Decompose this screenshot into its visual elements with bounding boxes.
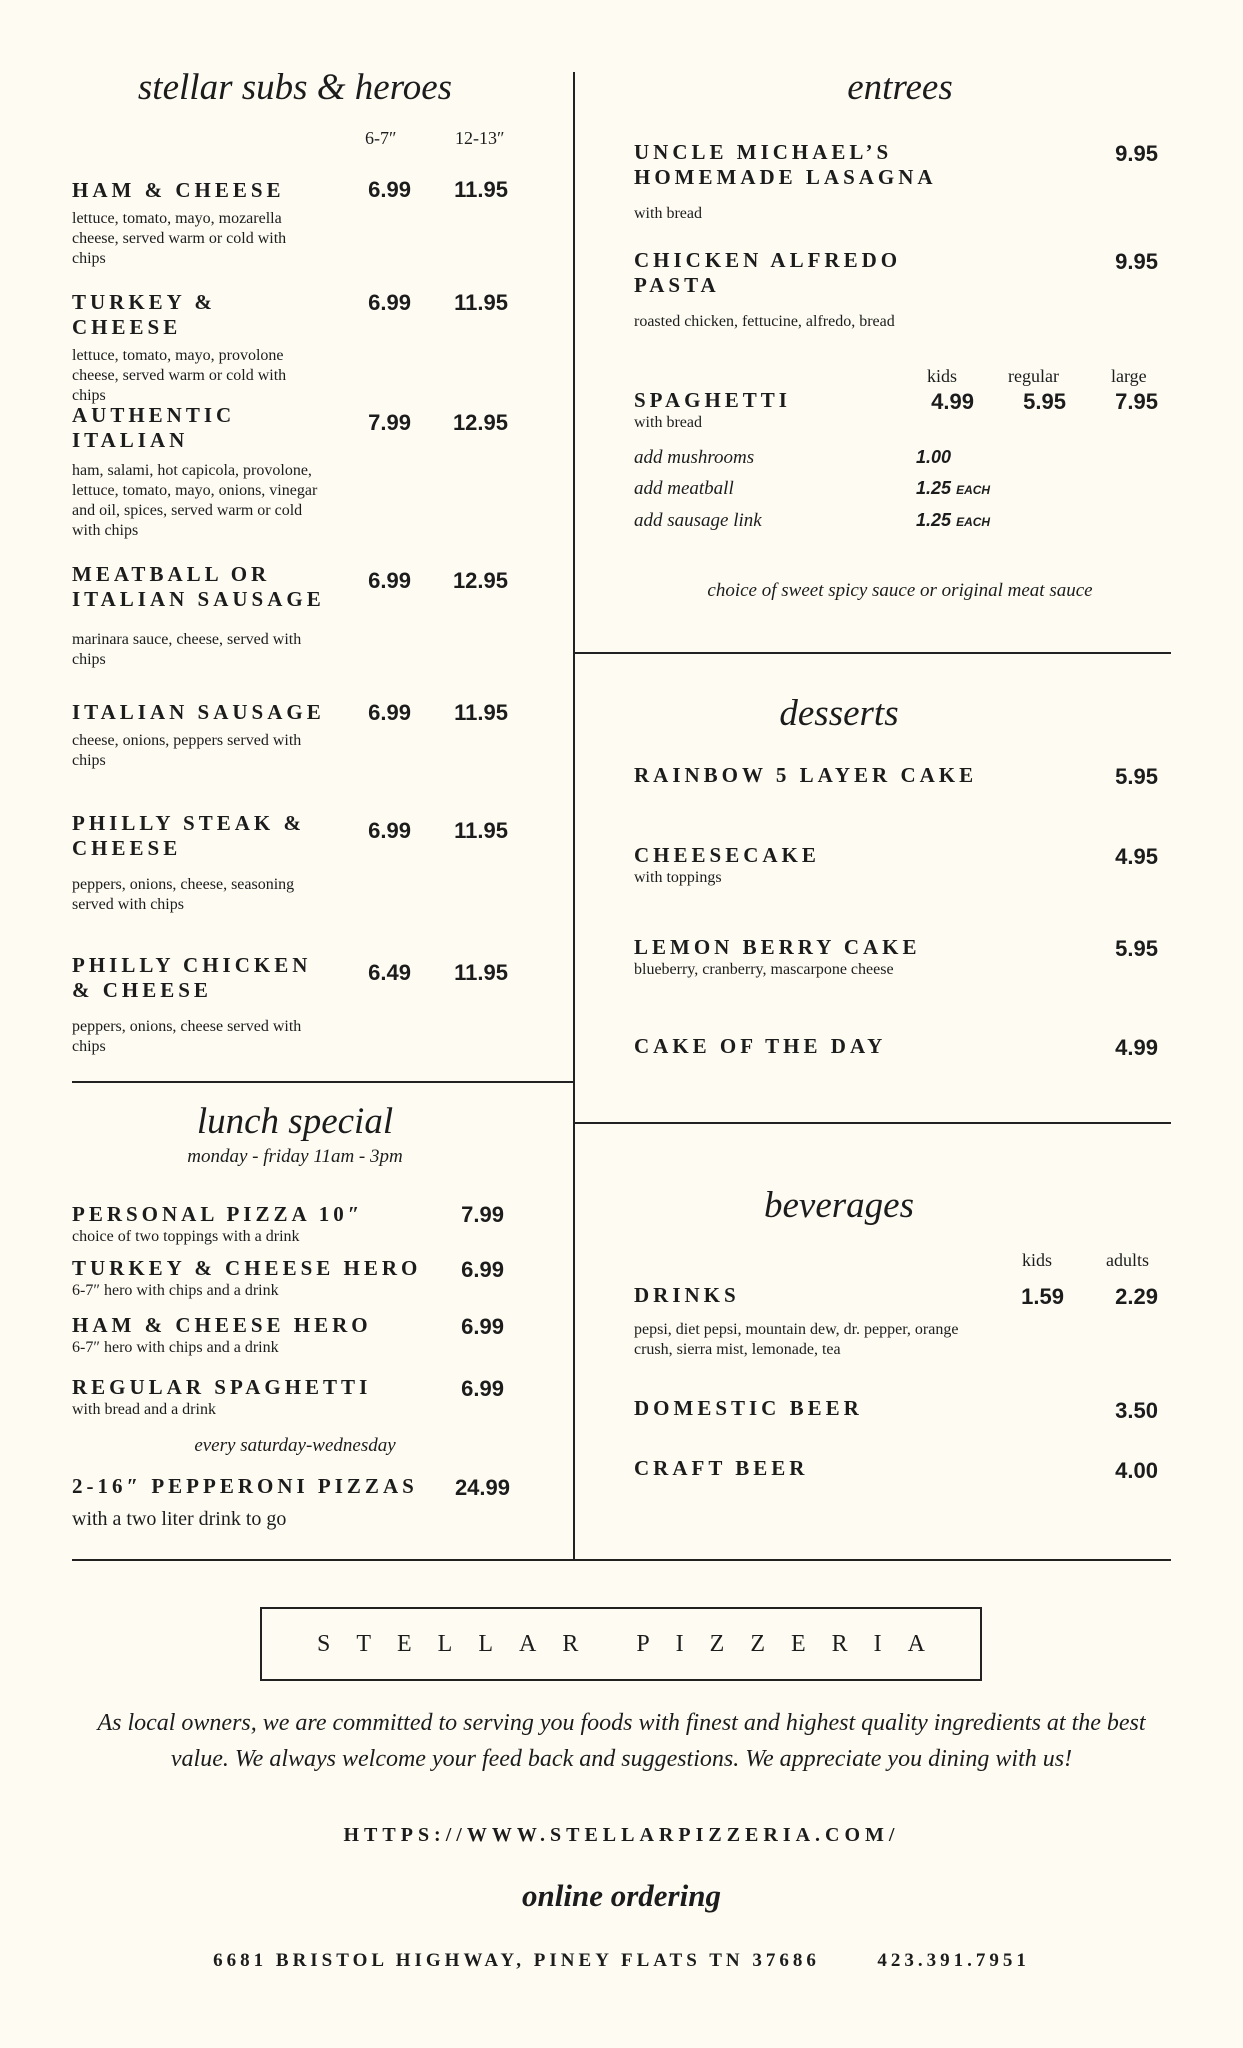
addon-label: add sausage link	[634, 510, 762, 531]
entree-item	[634, 140, 994, 224]
drinks-price-adults: 2.29	[1115, 1284, 1158, 1309]
beverage-item-name: DOMESTIC BEER	[634, 1396, 863, 1420]
sub-item-name: HAM & CHEESE	[72, 178, 285, 202]
subs-lunch-divider	[72, 1081, 574, 1083]
lunch-item-desc: with bread and a drink	[72, 1401, 216, 1418]
lunch-item-desc: 6-7″ hero with chips and a drink	[72, 1282, 279, 1299]
sub-item-desc: ham, salami, hot capicola, provolone, lettuce, tomato, mayo, onions, vinegar and oil, spices, served warm or cold with chips	[72, 462, 318, 539]
desserts-beverages-divider	[574, 1122, 1171, 1124]
vertical-divider	[573, 72, 575, 1560]
weekly-note: every saturday-wednesday	[194, 1435, 396, 1456]
dessert-item-name: CAKE OF THE DAY	[634, 1034, 887, 1058]
addon-unit: EACH	[956, 483, 991, 497]
sub-price-large: 12.95	[452, 410, 508, 435]
addon-price	[916, 478, 990, 499]
sub-item-name: TURKEY & CHEESE	[72, 290, 216, 339]
entree-item-name: UNCLE MICHAEL’S HOMEMADE LASAGNA	[634, 140, 937, 189]
owner-message: As local owners, we are committed to serving you foods with finest and highest quality ingredients at the best value. We always welcome your feed back and suggestions. We appreciate you dining with us!	[97, 1710, 1146, 1772]
desserts-heading: desserts	[779, 693, 899, 734]
entree-item-price: 9.95	[1115, 249, 1158, 274]
brand-box	[260, 1607, 982, 1681]
entree-item-desc: roasted chicken, fettucine, alfredo, bread	[634, 313, 895, 330]
lunch-item-desc: 6-7″ hero with chips and a drink	[72, 1339, 279, 1356]
brand-name: STELLAR PIZZERIA	[317, 1630, 951, 1657]
entree-item-desc: with bread	[634, 205, 702, 222]
pizza-special	[72, 1474, 492, 1531]
sub-price-large: 11.95	[454, 700, 508, 725]
spaghetti-col-regular: regular	[1008, 366, 1059, 386]
sub-price-small: 6.99	[368, 700, 411, 725]
drinks-item	[634, 1283, 974, 1360]
dessert-item-name: RAINBOW 5 LAYER CAKE	[634, 763, 978, 787]
size-large-header: 12-13″	[455, 128, 505, 148]
lunch-item-price: 6.99	[461, 1257, 504, 1282]
online-ordering-link[interactable]: online ordering	[522, 1878, 721, 1913]
dessert-item-price: 5.95	[1115, 936, 1158, 961]
spaghetti-name: SPAGHETTI	[634, 388, 791, 412]
entree-item	[634, 248, 994, 332]
lunch-item	[72, 1375, 492, 1420]
dessert-item	[634, 935, 1034, 980]
sub-price-large: 11.95	[454, 960, 508, 985]
bottom-divider	[72, 1559, 1171, 1561]
pizza-special-desc: with a two liter drink to go	[72, 1508, 287, 1530]
addon-price-value: 1.25	[916, 478, 952, 498]
sub-item-name: MEATBALL OR ITALIAN SAUSAGE	[72, 562, 325, 611]
lunch-item-name: REGULAR SPAGHETTI	[72, 1375, 372, 1399]
addon-unit: EACH	[956, 515, 991, 529]
sub-price-large: 11.95	[454, 290, 508, 315]
lunch-hours: monday - friday 11am - 3pm	[187, 1146, 403, 1167]
beverage-item-name: CRAFT BEER	[634, 1456, 809, 1480]
spaghetti-col-large: large	[1111, 366, 1147, 386]
dessert-item-desc: with toppings	[634, 869, 722, 886]
lunch-item-price: 6.99	[461, 1376, 504, 1401]
spaghetti-col-kids: kids	[927, 366, 958, 386]
size-small-header: 6-7″	[365, 128, 397, 148]
beverages-col-adults: adults	[1106, 1250, 1149, 1270]
entree-item-name: CHICKEN ALFREDO PASTA	[634, 248, 902, 297]
sub-price-large: 12.95	[452, 568, 508, 593]
sub-item-name: PHILLY CHICKEN & CHEESE	[72, 953, 312, 1002]
addon-price-value: 1.00	[916, 447, 952, 467]
lunch-item	[72, 1313, 492, 1358]
beverages-col-kids: kids	[1022, 1250, 1053, 1270]
sub-item-desc: cheese, onions, peppers served with chips	[72, 732, 302, 769]
sub-item-desc: peppers, onions, cheese served with chips	[72, 1018, 302, 1055]
sub-price-small: 6.99	[368, 568, 411, 593]
lunch-item-name: PERSONAL PIZZA 10″	[72, 1202, 364, 1226]
lunch-item-name: TURKEY & CHEESE HERO	[72, 1256, 422, 1280]
dessert-item-name: CHEESECAKE	[634, 843, 820, 867]
lunch-heading: lunch special	[196, 1101, 394, 1142]
addon-label: add meatball	[634, 478, 734, 499]
sub-price-small: 6.49	[368, 960, 411, 985]
dessert-item-desc: blueberry, cranberry, mascarpone cheese	[634, 961, 894, 978]
sub-item-desc: lettuce, tomato, mayo, mozarella cheese, served warm or cold with chips	[72, 210, 287, 267]
lunch-item-name: HAM & CHEESE HERO	[72, 1313, 372, 1337]
sub-price-large: 11.95	[454, 177, 508, 202]
addon-price-value: 1.25	[916, 510, 952, 530]
sub-item-desc: marinara sauce, cheese, served with chips	[72, 631, 302, 668]
sub-item-name: PHILLY STEAK & CHEESE	[72, 811, 305, 860]
addon-price	[916, 510, 990, 531]
sub-item-desc: lettuce, tomato, mayo, provolone cheese, served warm or cold with chips	[72, 347, 287, 404]
spaghetti-price-large: 7.95	[1115, 389, 1158, 414]
lunch-item-price: 6.99	[461, 1314, 504, 1339]
dessert-item-price: 5.95	[1115, 764, 1158, 789]
lunch-item	[72, 1202, 472, 1247]
entrees-desserts-divider	[574, 652, 1171, 654]
sub-item-desc: peppers, onions, cheese, seasoning served with chips	[72, 876, 295, 913]
beverages-heading: beverages	[764, 1185, 914, 1226]
sub-price-small: 6.99	[368, 177, 411, 202]
website-link[interactable]: HTTPS://WWW.STELLARPIZZERIA.COM/	[343, 1824, 900, 1846]
beverage-item-price: 4.00	[1115, 1458, 1158, 1483]
sub-price-small: 6.99	[368, 290, 411, 315]
addon-label: add mushrooms	[634, 447, 755, 468]
drinks-name: DRINKS	[634, 1283, 740, 1307]
drinks-desc: pepsi, diet pepsi, mountain dew, dr. pepper, orange crush, sierra mist, lemonade, tea	[634, 1321, 959, 1358]
spaghetti-price-kids: 4.99	[931, 389, 974, 414]
sub-price-small: 7.99	[368, 410, 411, 435]
subs-heading: stellar subs & heroes	[137, 67, 453, 108]
lunch-item-price: 7.99	[461, 1202, 504, 1227]
sub-item-name: AUTHENTIC ITALIAN	[72, 403, 236, 452]
addon-price	[916, 447, 951, 468]
drinks-price-kids: 1.59	[1021, 1284, 1064, 1309]
sub-price-small: 6.99	[368, 818, 411, 843]
sub-item-name: ITALIAN SAUSAGE	[72, 700, 325, 724]
sub-price-large: 11.95	[454, 818, 508, 843]
spaghetti-price-regular: 5.95	[1023, 389, 1066, 414]
dessert-item	[634, 843, 994, 888]
dessert-item-name: LEMON BERRY CAKE	[634, 935, 921, 959]
address: 6681 BRISTOL HIGHWAY, PINEY FLATS TN 37686	[213, 1950, 820, 1971]
dessert-item-price: 4.95	[1115, 844, 1158, 869]
dessert-item-price: 4.99	[1115, 1035, 1158, 1060]
lunch-item-desc: choice of two toppings with a drink	[72, 1228, 300, 1245]
pizza-special-price: 24.99	[454, 1475, 510, 1500]
spaghetti-desc: with bread	[634, 414, 702, 431]
phone-number[interactable]: 423.391.7951	[877, 1950, 1030, 1971]
sauce-note: choice of sweet spicy sauce or original meat sauce	[707, 580, 1093, 601]
beverage-item-price: 3.50	[1115, 1398, 1158, 1423]
pizza-special-name: 2-16″ PEPPERONI PIZZAS	[72, 1474, 418, 1498]
entrees-heading: entrees	[847, 67, 953, 108]
lunch-item	[72, 1256, 492, 1301]
entree-item-price: 9.95	[1115, 141, 1158, 166]
contact-line	[72, 1950, 1171, 1972]
spaghetti-item	[634, 388, 894, 433]
